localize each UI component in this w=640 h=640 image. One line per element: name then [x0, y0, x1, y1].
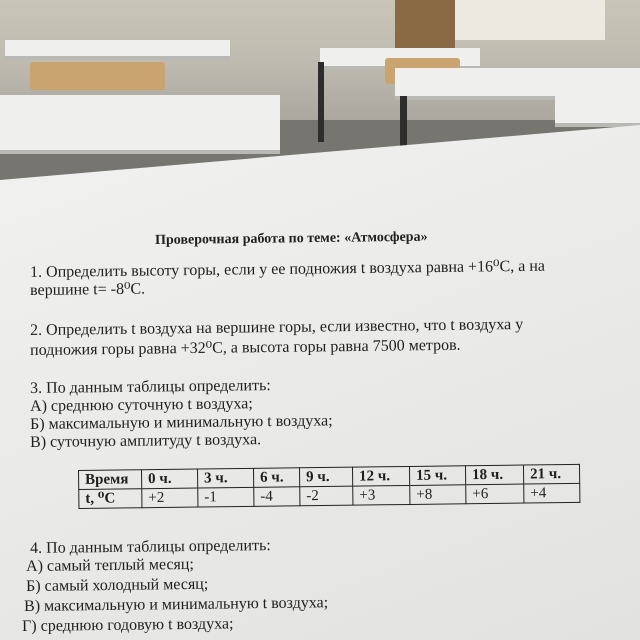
time-cell: 18 ч. [465, 465, 523, 485]
task1-line2: вершине t= -8⁰С. [30, 280, 146, 299]
time-cell: 9 ч. [299, 467, 352, 487]
task4-item-c: В) максимальную и минимальную t воздуха; [24, 594, 329, 615]
temp-cell: +6 [466, 484, 524, 504]
task4-item-b: Б) самый холодный месяц; [26, 575, 209, 595]
time-cell: 6 ч. [253, 468, 299, 488]
task4-item-d: Г) среднюю годовую t воздуха; [22, 615, 234, 635]
task1-line1: 1. Определить высоту горы, если у ее подножия t воздуха равна +16⁰С, а на [30, 257, 546, 281]
time-cell: 12 ч. [352, 466, 409, 486]
task3-item-b: Б) максимальную и минимальную t воздуха; [30, 412, 333, 433]
temperature-table [78, 464, 580, 509]
task2-line2: подножия горы равна +32⁰С, а высота горы равна 7500 метров. [30, 336, 461, 359]
task4-item-a: А) самый теплый месяц; [26, 555, 194, 575]
task2-line1: 2. Определить t воздуха на вершине горы, если известно, что t воздуха у [30, 315, 524, 339]
row-header-temp: t, ⁰С [79, 489, 142, 509]
task3-intro: 3. По данным таблицы определить: [30, 377, 271, 397]
temp-cell: +4 [524, 483, 580, 503]
time-cell: 3 ч. [197, 468, 253, 488]
time-cell: 0 ч. [142, 469, 198, 489]
temp-cell: -2 [300, 486, 353, 506]
task3-item-a: А) среднюю суточную t воздуха; [30, 395, 253, 415]
temp-cell: -4 [254, 487, 300, 507]
task3-item-c: В) суточную амплитуду t воздуха. [30, 431, 262, 451]
temp-cell: -1 [198, 487, 254, 507]
row-header-time: Время [79, 470, 142, 490]
temp-cell: +8 [410, 485, 466, 505]
temp-cell: +2 [142, 488, 198, 508]
temp-cell: +3 [353, 485, 410, 505]
time-cell: 21 ч. [523, 464, 579, 484]
time-cell: 15 ч. [409, 466, 465, 486]
document-title: Проверочная работа по теме: «Атмосфера» [155, 229, 428, 248]
task4-intro: 4. По данным таблицы определить: [30, 537, 271, 557]
